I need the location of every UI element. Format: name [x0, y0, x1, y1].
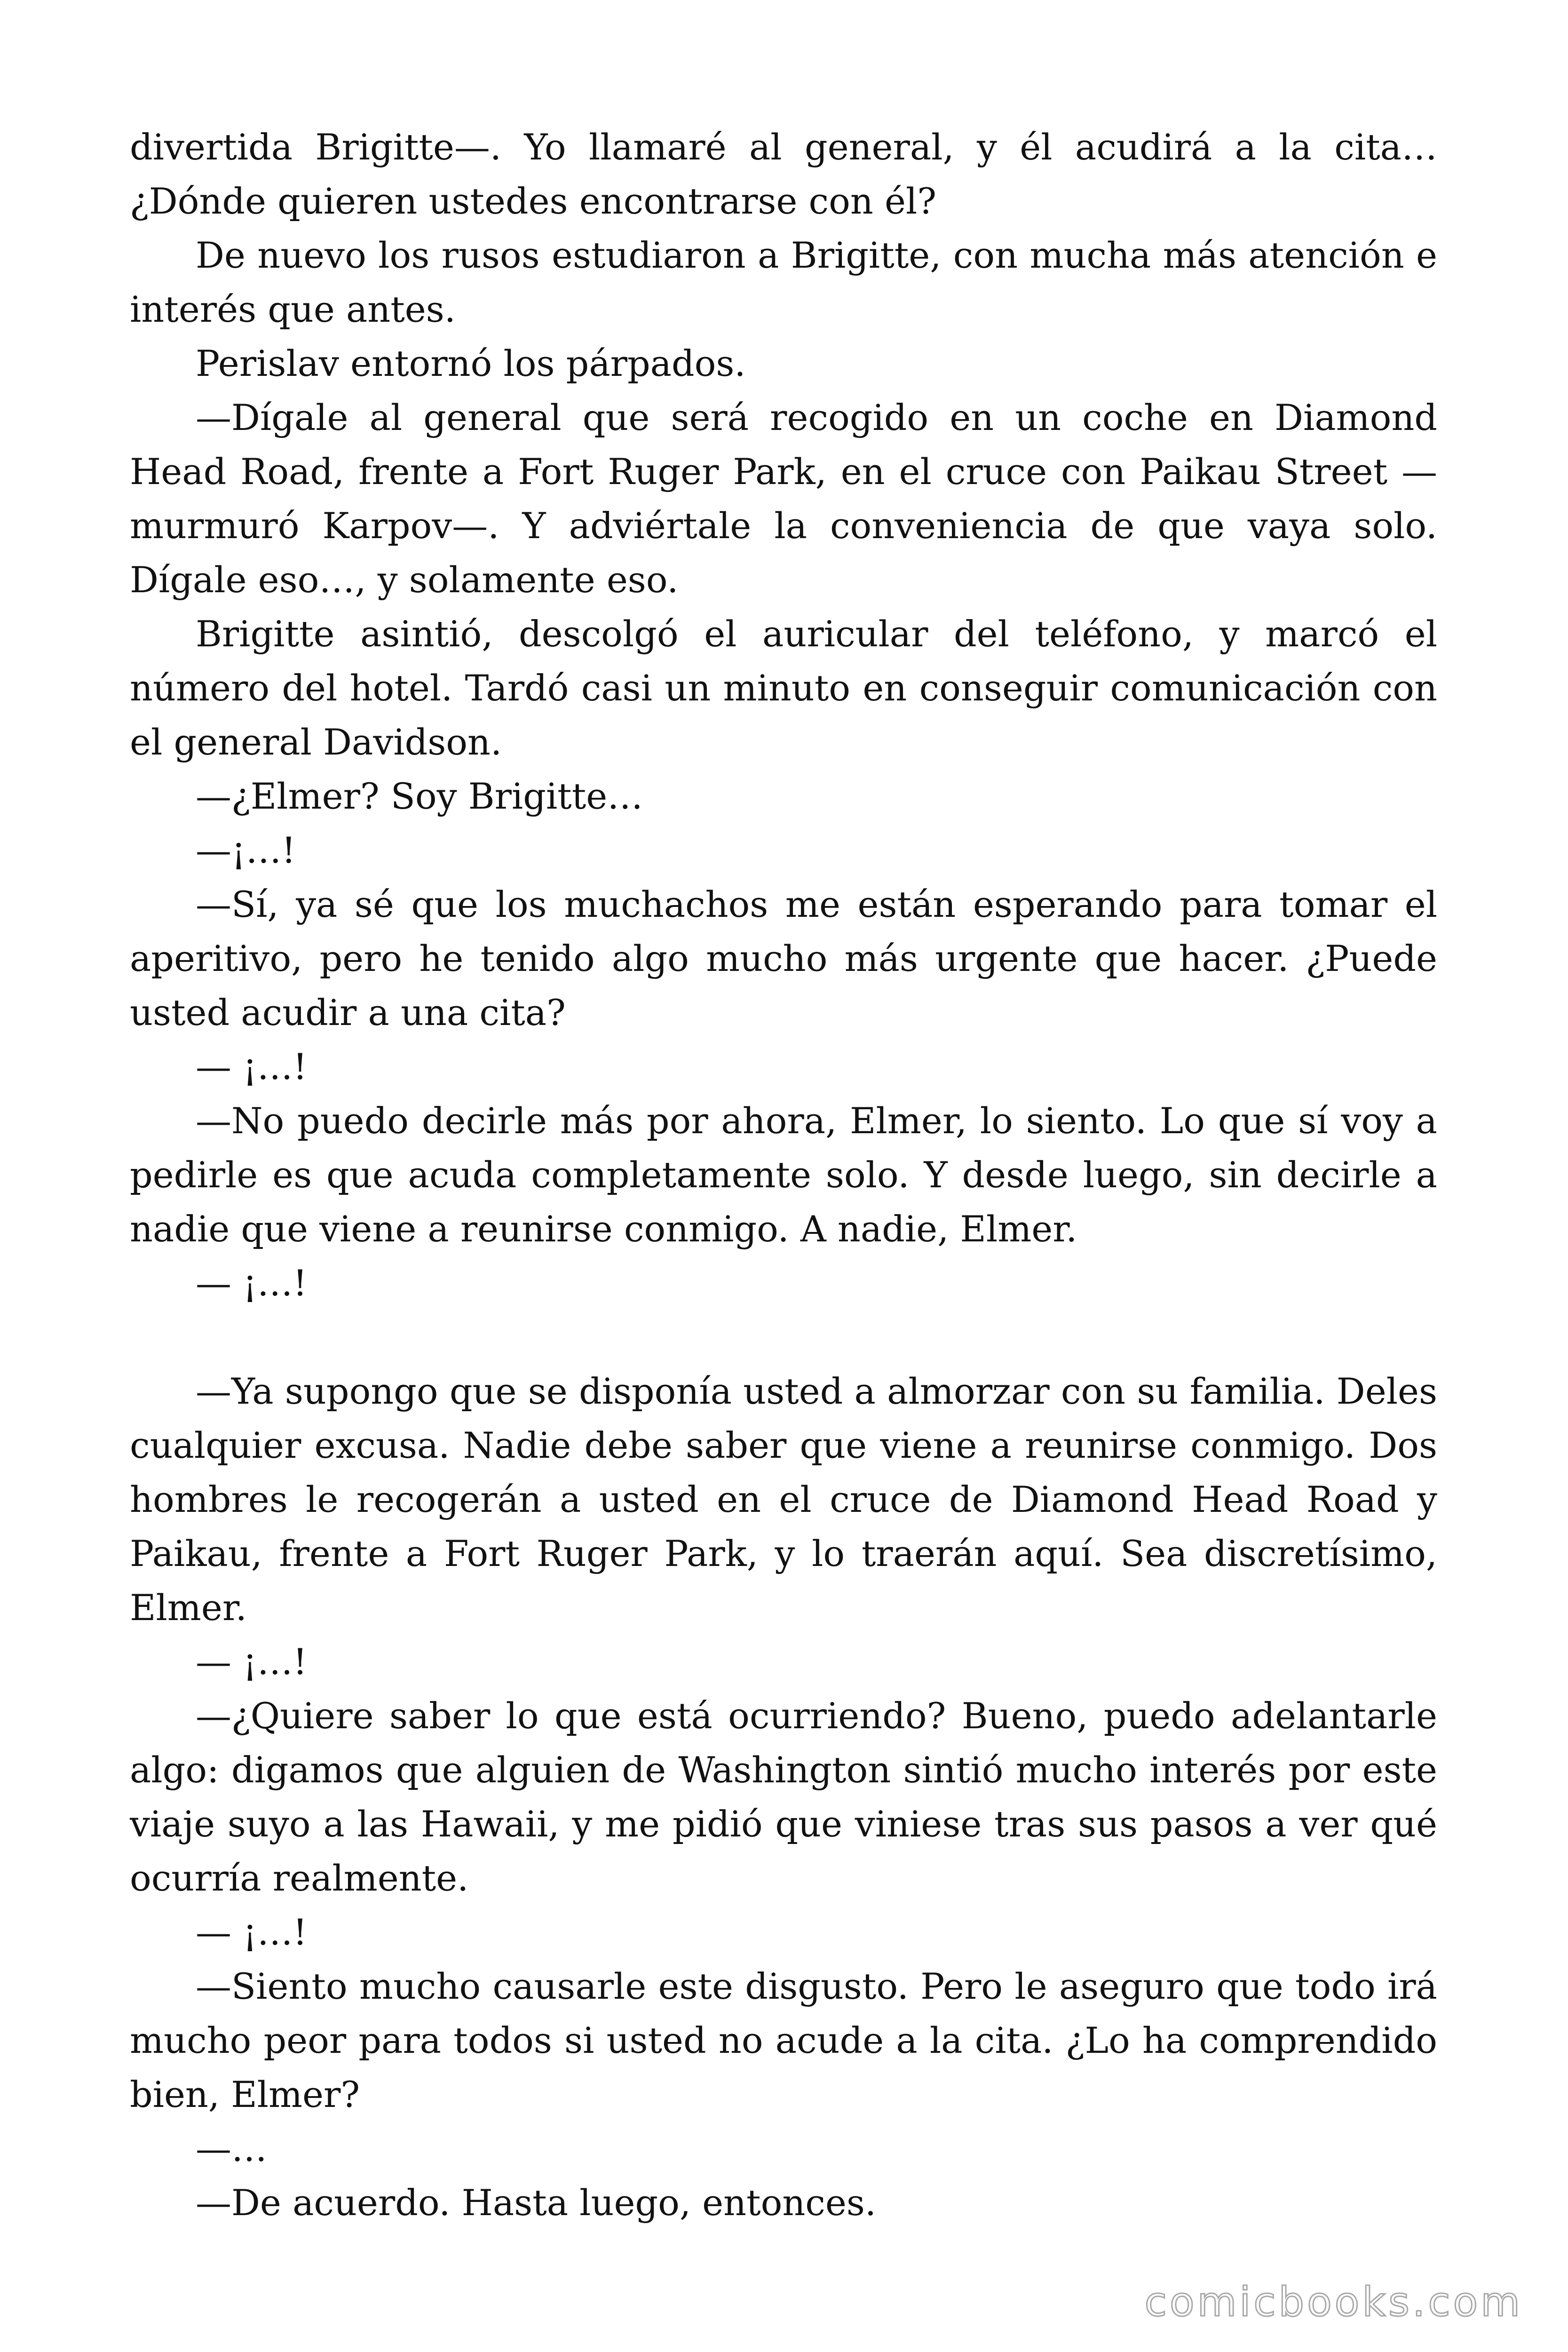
dialogue-line: — ¡…!	[196, 1911, 308, 1953]
dialogue-line: —¿Elmer? Soy Brigitte…	[196, 775, 643, 817]
dialogue-line: —Ya supongo que se disponía usted a almorzar con su familia. Deles cualquier excusa. Nadie debe saber que viene a reunirse conmigo. Dos hombres le recogerán a usted en el cruce de Diamond Head Road y Paikau, frente a Fort Ruger Park, y lo traerán aquí. Sea discretísimo, Elmer.	[130, 1370, 1437, 1629]
dialogue-line: —De acuerdo. Hasta luego, entonces.	[196, 2182, 877, 2224]
dialogue-line: — ¡…!	[196, 1046, 308, 1088]
paragraph: —Dígale al general que será recogido en un coche en Diamond Head Road, frente a Fort Ruger Park, en el cruce con Paikau Street —murmuró Karpov—. Y adviértale la conveniencia de que vaya solo. Dígale eso…, y solamente eso.	[130, 397, 1437, 601]
dialogue-line: —No puedo decirle más por ahora, Elmer, lo siento. Lo que sí voy a pedirle es que acuda completamente solo. Y desde luego, sin decirle a nadie que viene a reunirse conmigo. A nadie, Elmer.	[130, 1100, 1437, 1250]
paragraph: Perislav entornó los párpados.	[196, 342, 746, 384]
dialogue-line: — ¡…!	[196, 1641, 308, 1683]
dialogue-line: —Sí, ya sé que los muchachos me están esperando para tomar el aperitivo, pero he tenido algo mucho más urgente que hacer. ¿Puede usted acudir a una cita?	[130, 883, 1437, 1033]
dialogue-line: —¿Quiere saber lo que está ocurriendo? Bueno, puedo adelantarle algo: digamos que alguien de Washington sintió mucho interés por este viaje suyo a las Hawaii, y me pidió que viniese tras sus pasos a ver qué ocurría realmente.	[130, 1695, 1437, 1899]
dialogue-line: —¡…!	[196, 829, 296, 871]
paragraph: divertida Brigitte—. Yo llamaré al general, y él acudirá a la cita… ¿Dónde quieren ustedes encontrarse con él?	[130, 126, 1437, 222]
dialogue-line: — ¡…!	[196, 1262, 308, 1304]
dialogue-line: —…	[196, 2128, 267, 2169]
paragraph: Brigitte asintió, descolgó el auricular del teléfono, y marcó el número del hotel. Tardó casi un minuto en conseguir comunicación con el general Davidson.	[130, 613, 1437, 763]
dialogue-line: —Siento mucho causarle este disgusto. Pero le aseguro que todo irá mucho peor para todos si usted no acude a la cita. ¿Lo ha comprendido bien, Elmer?	[130, 1965, 1437, 2115]
paragraph: De nuevo los rusos estudiaron a Brigitte, con mucha más atención e interés que antes.	[130, 234, 1437, 330]
watermark: comicbooks.com	[1144, 2279, 1523, 2326]
body-text	[130, 120, 1437, 2230]
